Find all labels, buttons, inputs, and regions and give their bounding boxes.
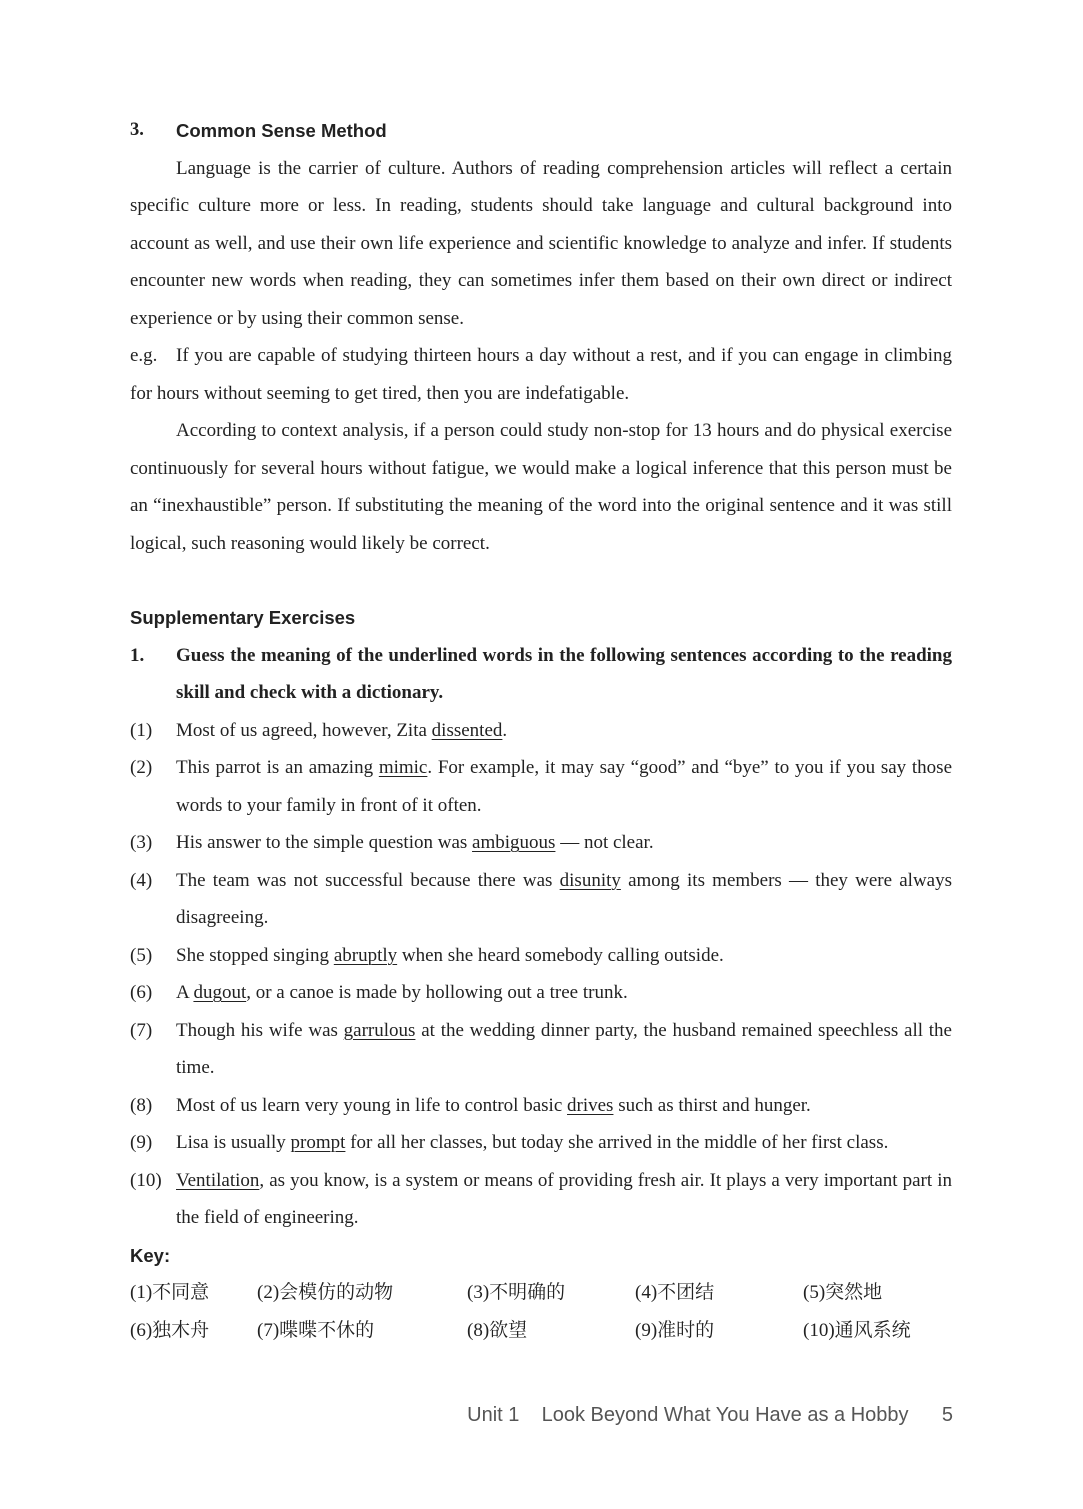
example-paragraph — [130, 337, 952, 412]
section-number: 3. — [130, 120, 144, 140]
item-text-before: She stopped singing — [176, 944, 334, 966]
page-content — [130, 112, 952, 1350]
key-entry: (7)喋喋不休的 — [257, 1320, 375, 1341]
item-text — [176, 974, 952, 1012]
item-number: (4) — [130, 869, 153, 891]
item-number: (5) — [130, 944, 153, 966]
exercise-item — [130, 1087, 952, 1125]
item-number: (9) — [130, 1132, 153, 1153]
item-text — [176, 1124, 952, 1162]
supplementary-title: Supplementary Exercises — [130, 607, 356, 628]
item-number: (7) — [130, 1019, 153, 1041]
item-text-before: Though his wife was — [176, 1019, 344, 1041]
item-text — [176, 824, 952, 862]
item-number: (6) — [130, 982, 153, 1003]
item-text-after: , as you know, is a system or means of providing fresh air. It plays a very important part in the field of engineering. — [176, 1169, 952, 1228]
key-entry: (6)独木舟 — [130, 1320, 210, 1341]
key-entry: (5)突然地 — [803, 1282, 883, 1303]
underlined-word: prompt — [290, 1132, 346, 1153]
exercise-item — [130, 1012, 952, 1087]
item-number: (10) — [130, 1169, 162, 1191]
key-label: Key: — [130, 1244, 171, 1266]
key-entry: (2)会模仿的动物 — [257, 1282, 394, 1303]
item-text-before: A — [176, 982, 194, 1003]
exercise-item — [130, 824, 952, 862]
underlined-word: Ventilation — [176, 1169, 260, 1191]
item-text-after: — not clear. — [555, 832, 654, 853]
section-heading — [130, 112, 952, 150]
underlined-word: mimic — [378, 757, 428, 778]
underlined-word: dugout — [193, 982, 247, 1003]
item-text-after: , or a canoe is made by hollowing out a tree trunk. — [246, 982, 628, 1003]
example-label: e.g. — [130, 345, 158, 366]
key-entry: (9)准时的 — [635, 1320, 715, 1341]
key-entry: (1)不同意 — [130, 1282, 210, 1303]
exercise-item — [130, 937, 952, 975]
item-text-after: at the wedding dinner party, the husband remained speechless all the time. — [176, 1019, 952, 1078]
item-text-after: for all her classes, but today she arrived in the middle of her first class. — [345, 1132, 889, 1153]
item-text-after: . — [502, 719, 508, 741]
exercise-instruction — [130, 637, 952, 712]
paragraph-analysis: According to context analysis, if a person could study non-stop for 13 hours and do physical exercise continuously for several hours without fatigue, we would make a logical inference that this person must be an “inexhaustible” person. If substituting the meaning of the word into the original sentence and it was still logical, such reasoning would likely be correct. — [130, 420, 952, 554]
key-entry: (3)不明确的 — [467, 1282, 566, 1303]
exercise-item — [130, 974, 952, 1012]
footer-title: Look Beyond What You Have as a Hobby — [541, 1404, 909, 1426]
item-text-after: such as thirst and hunger. — [613, 1094, 811, 1116]
key-entry: (8)欲望 — [467, 1320, 528, 1341]
exercise-item — [130, 1124, 952, 1162]
item-text-after: . For example, it may say “good” and “bye” to you if you say those words to your family in front of it often. — [176, 757, 953, 816]
underlined-word: dissented — [431, 719, 503, 741]
item-number: (2) — [130, 757, 153, 778]
item-text — [176, 862, 952, 937]
underlined-word: abruptly — [333, 944, 398, 966]
key-entry: (4)不团结 — [635, 1282, 715, 1303]
underlined-word: garrulous — [343, 1019, 416, 1041]
item-text — [176, 749, 952, 824]
underlined-word: drives — [567, 1094, 614, 1116]
item-text-before: This parrot is an amazing — [176, 757, 379, 778]
exercise-item — [130, 862, 952, 937]
item-text-before: Lisa is usually — [176, 1132, 291, 1153]
footer-unit: Unit 1 — [467, 1404, 520, 1426]
page-number: 5 — [941, 1404, 953, 1426]
item-number: (1) — [130, 719, 153, 741]
underlined-word: ambiguous — [472, 832, 556, 853]
exercise-item — [130, 749, 952, 824]
item-text — [176, 1162, 952, 1237]
item-text-before: Most of us agreed, however, Zita — [176, 719, 432, 741]
item-text — [176, 1087, 952, 1125]
item-text — [176, 937, 952, 975]
exercise-item — [130, 1162, 952, 1237]
example-text: If you are capable of studying thirteen hours a day without a rest, and if you can engage in climbing for hours without seeming to get tired, then you are indefatigable. — [130, 345, 952, 404]
answer-key — [130, 1274, 952, 1350]
item-text-after: among its members — they were always disagreeing. — [176, 869, 953, 928]
page-footer — [467, 1404, 953, 1427]
instruction-number: 1. — [130, 644, 145, 666]
item-number: (8) — [130, 1094, 153, 1116]
section-title: Common Sense Method — [176, 120, 387, 141]
item-text-after: when she heard somebody calling outside. — [397, 944, 724, 966]
exercise-item — [130, 712, 952, 750]
item-text-before: The team was not successful because there was — [176, 869, 560, 891]
item-text-before: Most of us learn very young in life to control basic — [176, 1094, 568, 1116]
key-entry: (10)通风系统 — [803, 1320, 911, 1341]
exercise-list — [130, 712, 952, 1237]
item-text-before: His answer to the simple question was — [176, 832, 473, 853]
item-text — [176, 1012, 952, 1087]
item-text — [176, 712, 952, 750]
underlined-word: disunity — [559, 869, 621, 891]
paragraph-intro: Language is the carrier of culture. Authors of reading comprehension articles will reflect a certain specific culture more or less. In reading, students should take language and cultural background into account as well, and use their own life experience and scientific knowledge to analyze and infer. If students encounter new words when reading, they can sometimes infer them based on their own direct or indirect experience or by using their common sense. — [130, 157, 952, 329]
item-number: (3) — [130, 832, 153, 853]
instruction-text: Guess the meaning of the underlined words in the following sentences according to the reading skill and check with a dictionary. — [176, 644, 952, 703]
